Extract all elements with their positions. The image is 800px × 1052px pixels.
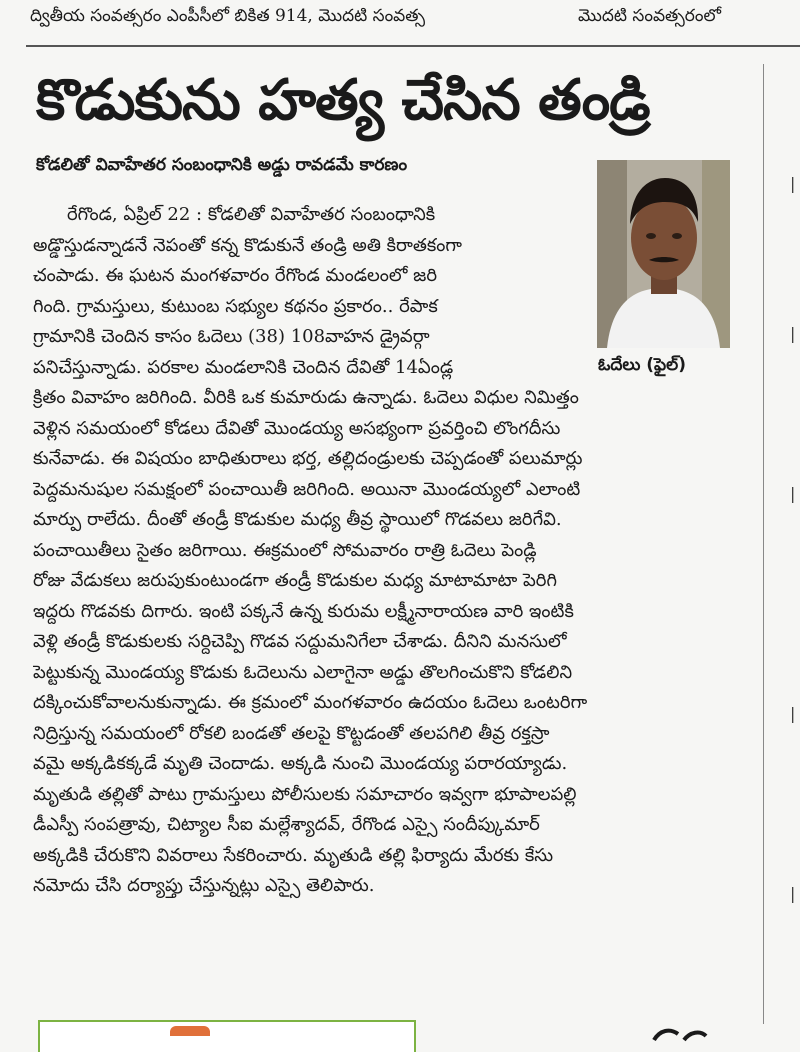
article-line: నిద్రిస్తున్న సమయంలో రోకలి బండతో తలపై కొట్టడంతో తలపగిలి తీవ్ర రక్తస్రా xyxy=(33,722,550,744)
clipped-glyph: | xyxy=(790,884,796,903)
article-headline: కొడుకును హత్య చేసిన తండ్రి xyxy=(36,68,650,133)
clipped-glyph: | xyxy=(790,704,796,723)
article-line: చంపాడు. ఈ ఘటన మంగళవారం రేగొండ మండలంలో జరి xyxy=(33,265,437,286)
article-subheadline: కోడలితో వివాహేతర సంబంధానికి అడ్డు రావడమే కారణం xyxy=(36,155,408,175)
article-line: పెద్దమనుషుల సమక్షంలో పంచాయితీ జరిగింది. అయినా మొండయ్యలో ఎలాంటి xyxy=(33,478,581,500)
article-line: అడ్డొస్తుడన్నాడనే నెపంతో కన్న కొడుకునే తండ్రి అతి కిరాతకంగా xyxy=(33,234,462,256)
article-line: వమై అక్కడికక్కడే మృతి చెందాడు. అక్కడి నుంచి మొండయ్య పరారయ్యాడు. xyxy=(33,753,568,774)
advertisement-box xyxy=(38,1020,416,1052)
article-line: క్రితం వివాహం జరిగింది. వీరికి ఒక కుమారుడు ఉన్నాడు. ఓదెలు విధుల నిమిత్తం xyxy=(33,387,579,408)
article-line: రోజు వేడుకలు జరుపుకుంటుండగా తండ్రీ కొడుకుల మధ్య మాటామాటా పెరిగి xyxy=(33,570,557,591)
advertisement-logo-fragment xyxy=(170,1026,210,1036)
column-divider xyxy=(763,64,764,1024)
next-headline-fragment xyxy=(650,1022,710,1042)
adjacent-article-text: మొదటి సంవత్సరంలో xyxy=(578,6,722,26)
article-line: ఇద్దరు గొడవకు దిగారు. ఇంటి పక్కనే ఉన్న కురుమ లక్ష్మీనారాయణ వారి ఇంటికి xyxy=(33,600,574,622)
article-line: రేగొండ, ఏప్రిల్ 22 : కోడలితో వివాహేతర సంబంధానికి xyxy=(67,204,436,225)
article-line: అక్కడికి చేరుకొని వివరాలు సేకరించారు. మృతుడి తల్లి ఫిర్యాదు మేరకు కేసు xyxy=(33,844,554,866)
article-line: వెళ్లిన సమయంలో కోడలు దేవితో మొండయ్య అసభ్యంగా ప్రవర్తించి లొంగదీసు xyxy=(33,417,561,439)
clipped-glyph: | xyxy=(790,324,796,343)
previous-article-text: ద్వితీయ సంవత్సరం ఎంపీసీలో బికిత 914, మొదటి సంవత్స xyxy=(30,6,426,26)
article-line: మృతుడి తల్లితో పాటు గ్రామస్తులు పోలీసులకు సమాచారం ఇవ్వగా భూపాలపల్లి xyxy=(33,783,577,805)
article-line: పెట్టుకున్న మొండయ్య కొడుకు ఓదెలును ఎలాగైనా అడ్డు తొలగించుకొని కోడలిని xyxy=(33,661,573,683)
previous-article-strip xyxy=(0,0,800,44)
article-line: పంచాయితీలు సైతం జరిగాయి. ఈక్రమంలో సోమవారం రాత్రి ఓదెలు పెండ్లి xyxy=(33,539,537,561)
article-line: దక్కించుకోవాలనుకున్నాడు. ఈ క్రమంలో మంగళవారం ఉదయం ఓదెలు ఒంటరిగా xyxy=(33,692,588,713)
article-line: పనిచేస్తున్నాడు. పరకాల మండలానికి చెందిన దేవితో 14ఏండ్ల xyxy=(33,356,454,378)
article-line: మార్పు రాలేదు. దీంతో తండ్రీ కొడుకుల మధ్య తీవ్ర స్థాయిలో గొడవలు జరిగేవి. xyxy=(33,509,562,530)
article-line: డీఎస్పీ సంపత్రావు, చిట్యాల సీఐ మల్లేశ్యాదవ్, రేగొండ ఎస్సై సందీప్కుమార్ xyxy=(33,814,540,835)
article-line: నమోదు చేసి దర్యాప్తు చేస్తున్నట్లు ఎస్సై తెలిపారు. xyxy=(33,875,375,896)
article-body xyxy=(33,200,733,902)
photo-caption: ఓదేలు (ఫైల్) xyxy=(598,355,686,375)
article-line: వెళ్లి తండ్రీ కొడుకులకు సర్దిచెప్పి గొడవ సద్దుమనిగేలా చేశాడు. దీనిని మనసులో xyxy=(33,631,567,652)
article-line: కునేవాడు. ఈ విషయం బాధితురాలు భర్త, తల్లిదండ్రులకు చెప్పడంతో పలుమార్లు xyxy=(33,448,583,469)
top-divider xyxy=(26,45,800,47)
adjacent-column-clipped xyxy=(770,64,800,1024)
clipped-glyph: | xyxy=(790,174,796,193)
clipped-glyph: | xyxy=(790,484,796,503)
article-line: గింది. గ్రామస్తులు, కుటుంబ సభ్యుల కథనం ప్రకారం.. రేపాక xyxy=(33,295,438,317)
article-line: గ్రామానికి చెందిన కాసం ఓదెలు (38) 108వాహన డ్రైవర్గా xyxy=(33,326,430,347)
